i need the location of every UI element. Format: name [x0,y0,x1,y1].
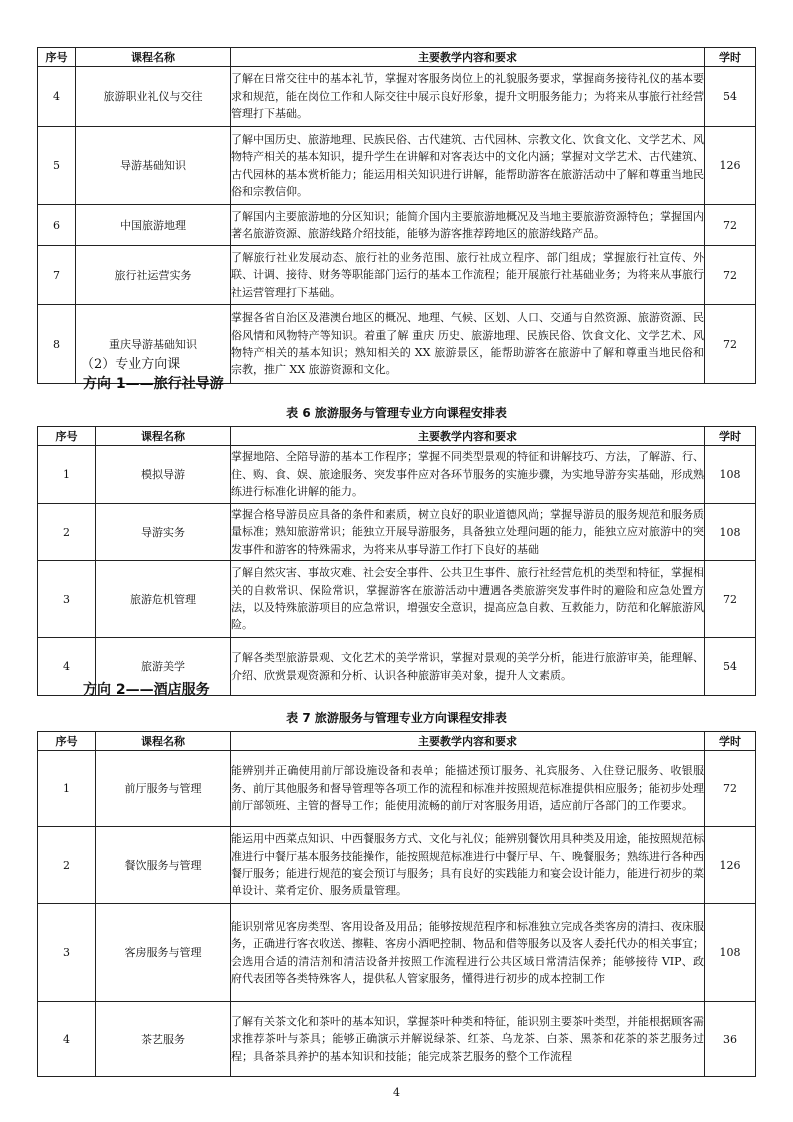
row-content: 能辨别并正确使用前厅部设施设备和表单；能描述预订服务、礼宾服务、入住登记服务、收银服务、前厅其他服务和督导管理等各项工作的流程和标准并按照规范标准提供相应服务；能初步处理前厅部领班、主管的督导工作；能使用流畅的前厅对客服务用语，适应前厅各部门的工作要求。 [231,751,705,827]
row-no: 1 [38,751,96,827]
row-hours: 72 [705,246,756,305]
header-hours: 学时 [705,427,756,446]
row-no: 8 [38,305,76,384]
table-row [38,1002,756,1077]
course-table-7 [37,731,756,1077]
row-no: 4 [38,638,96,696]
row-course-name: 模拟导游 [96,446,231,504]
row-hours: 54 [705,67,756,127]
row-hours: 108 [705,904,756,1002]
header-no: 序号 [38,427,96,446]
row-course-name: 客房服务与管理 [96,904,231,1002]
row-hours: 108 [705,446,756,504]
table-row [38,205,756,246]
row-hours: 126 [705,127,756,205]
direction-1-heading: 方向 1——旅行社导游 [83,376,224,392]
row-no: 3 [38,561,96,638]
table-row [38,67,756,127]
header-no: 序号 [38,48,76,67]
table-header-row [38,732,756,751]
header-course-name: 课程名称 [96,427,231,446]
direction-2-heading: 方向 2——酒店服务 [83,682,210,698]
row-content: 了解国内主要旅游地的分区知识；能简介国内主要旅游地概况及当地主要旅游资源特色；掌握国内著名旅游资源、旅游线路介绍技能，能够为游客推荐跨地区的旅游线路产品。 [231,205,705,246]
table-row [38,246,756,305]
header-no: 序号 [38,732,96,751]
table-row [38,561,756,638]
row-content: 掌握合格导游员应具备的条件和素质，树立良好的职业道德风尚；掌握导游员的服务规范和服务质量标准；熟知旅游常识；能独立开展导游服务，具备独立处理问题的能力，能独立应对旅游中的突发事件和游客的特殊需求，为将来从事导游工作打下良好的基础 [231,504,705,561]
row-content: 了解在日常交往中的基本礼节，掌握对客服务岗位上的礼貌服务要求，掌握商务接待礼仪的基本要求和规范，能在岗位工作和人际交往中展示良好形象，提升文明服务能力；为将来从事旅行社经营管理打下基础。 [231,67,705,127]
row-course-name: 前厅服务与管理 [96,751,231,827]
row-content: 掌握各省自治区及港澳台地区的概况、地理、气候、区划、人口、交通与自然资源、旅游资源、民俗风情和风物特产等知识。着重了解 重庆 历史、旅游地理、民族民俗、饮食文化、文学艺术、风物特产相关的基本知识；熟知相关的 XX 旅游景区，能帮助游客在旅游中了解和尊重当地民俗和宗教，推广 XX 旅游资源和文化。 [231,305,705,384]
table-row [38,904,756,1002]
row-hours: 54 [705,638,756,696]
course-table-6 [37,426,756,696]
row-hours: 126 [705,827,756,904]
page-number: 4 [393,1086,400,1099]
row-course-name: 中国旅游地理 [76,205,231,246]
table-header-row [38,427,756,446]
table-row [38,504,756,561]
row-content: 了解各类型旅游景观、文化艺术的美学常识，掌握对景观的美学分析，能进行旅游审美，能理解、介绍、欣赏景观资源和分析、认识各种旅游审美对象，提升人文素质。 [231,638,705,696]
header-content: 主要教学内容和要求 [231,427,705,446]
row-content: 能运用中西菜点知识、中西餐服务方式、文化与礼仪；能辨别餐饮用具种类及用途，能按照规范标准进行中餐厅基本服务技能操作，能按照规范标准进行中餐厅早、午、晚餐服务；熟练进行各种西餐厅服务；能进行规范的宴会预订与服务；具有良好的实践能力和宴会设计能力，能进行初步的菜单设计、菜肴定价、服务质量管理。 [231,827,705,904]
row-content: 能识别常见客房类型、客用设备及用品；能够按规范程序和标准独立完成各类客房的清扫、夜床服务，正确进行客衣收送、擦鞋、客房小酒吧控制、物品和借等服务以及客人委托代办的相关事宜；会选用合适的清洁剂和清洁设备并按照工作流程进行公共区域日常清洁保养；能够接待 VIP、政府代表团等各类特殊客人，提供私人管家服务，懂得进行初步的成本控制工作 [231,904,705,1002]
row-course-name: 旅行社运营实务 [76,246,231,305]
row-no: 2 [38,827,96,904]
row-hours: 72 [705,305,756,384]
row-no: 3 [38,904,96,1002]
row-no: 7 [38,246,76,305]
row-hours: 36 [705,1002,756,1077]
row-hours: 72 [705,205,756,246]
row-hours: 108 [705,504,756,561]
row-content: 了解中国历史、旅游地理、民族民俗、古代建筑、古代园林、宗教文化、饮食文化、文学艺术、风物特产相关的基本知识，提升学生在讲解和对客表达中的文化内涵；掌握对文学艺术、古代建筑、古代园林的基本赏析能力；能运用相关知识进行讲解，能帮助游客在旅游活动中了解和尊重当地民俗和宗教信仰。 [231,127,705,205]
row-content: 了解有关茶文化和茶叶的基本知识，掌握茶叶种类和特征，能识别主要茶叶类型，并能根据顾客需求推荐茶叶与茶具；能够正确演示并解说绿茶、红茶、乌龙茶、白茶、黑茶和花茶的茶艺服务过程；具备茶具养护的基本知识和技能；能完成茶艺服务的整个工作流程 [231,1002,705,1077]
row-course-name: 茶艺服务 [96,1002,231,1077]
row-no: 1 [38,446,96,504]
row-hours: 72 [705,561,756,638]
row-no: 6 [38,205,76,246]
table-7-caption: 表 7 旅游服务与管理专业方向课程安排表 [286,711,507,725]
row-no: 5 [38,127,76,205]
course-table-continued [37,47,756,384]
table-row [38,751,756,827]
table-row [38,827,756,904]
subsection-heading: （2）专业方向课 [81,357,181,372]
table-header-row [38,48,756,67]
row-course-name: 旅游美学 [96,638,231,696]
row-course-name: 导游基础知识 [76,127,231,205]
row-course-name: 旅游职业礼仪与交往 [76,67,231,127]
table-6-caption: 表 6 旅游服务与管理专业方向课程安排表 [286,406,507,420]
row-course-name: 导游实务 [96,504,231,561]
table-row [38,127,756,205]
row-no: 4 [38,1002,96,1077]
row-course-name: 旅游危机管理 [96,561,231,638]
row-course-name: 重庆导游基础知识 [76,305,231,384]
header-course-name: 课程名称 [76,48,231,67]
header-hours: 学时 [705,48,756,67]
header-hours: 学时 [705,732,756,751]
row-no: 4 [38,67,76,127]
row-content: 了解自然灾害、事故灾难、社会安全事件、公共卫生事件、旅行社经营危机的类型和特征，掌握相关的自救常识、保险常识，掌握游客在旅游活动中遭遇各类旅游突发事件时的避险和应急处置方法，以及特殊旅游项目的应急常识，增强安全意识，提高应急自救、互救能力，防范和化解旅游风险。 [231,561,705,638]
row-content: 掌握地陪、全陪导游的基本工作程序；掌握不同类型景观的特征和讲解技巧、方法，了解游、行、住、购、食、娱、旅途服务、突发事件应对各环节服务的实施步骤，为实地导游夯实基础，形成熟练进行标准化讲解的能力。 [231,446,705,504]
table-row [38,446,756,504]
row-content: 了解旅行社业发展动态、旅行社的业务范围、旅行社成立程序、部门组成；掌握旅行社宣传、外联、计调、接待、财务等职能部门运行的基本工作流程；能开展旅行社基础业务；为将来从事旅行社运营管理打下基础。 [231,246,705,305]
header-content: 主要教学内容和要求 [231,48,705,67]
header-content: 主要教学内容和要求 [231,732,705,751]
row-course-name: 餐饮服务与管理 [96,827,231,904]
header-course-name: 课程名称 [96,732,231,751]
row-hours: 72 [705,751,756,827]
row-no: 2 [38,504,96,561]
